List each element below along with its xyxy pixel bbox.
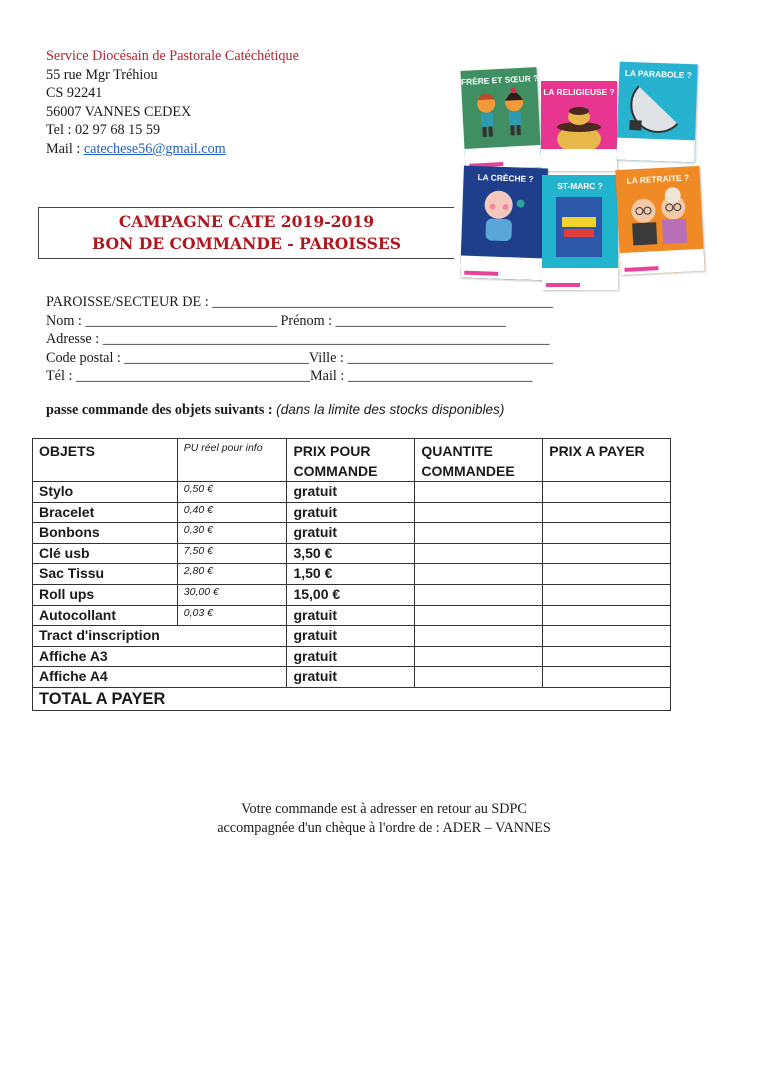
- amount-to-pay-input[interactable]: [543, 584, 671, 605]
- amount-to-pay-input[interactable]: [543, 564, 671, 585]
- item-unit-price: 0,30 €: [177, 523, 287, 544]
- tel-field[interactable]: Tél : _________________________________: [46, 368, 311, 385]
- item-order-price: gratuit: [287, 605, 415, 626]
- poster-title: LA RELIGIEUSE ?: [543, 87, 615, 97]
- poster-la-retraite: [615, 166, 704, 275]
- pastry-illustration-icon: [541, 97, 617, 157]
- satellite-dish-icon: [617, 78, 697, 141]
- campaign-title: CAMPAGNE CATE 2019-2019: [118, 212, 375, 231]
- quantity-input[interactable]: [415, 605, 543, 626]
- elderly-couple-icon: [616, 182, 703, 250]
- quantity-input[interactable]: [415, 564, 543, 585]
- amount-to-pay-input[interactable]: [543, 523, 671, 544]
- item-order-price: gratuit: [287, 502, 415, 523]
- mail-field[interactable]: Mail : __________________________: [310, 368, 533, 385]
- poster-frere-et-soeur: [460, 67, 541, 171]
- paroisse-field[interactable]: PAROISSE/SECTEUR DE : ________________________________________________: [46, 294, 553, 310]
- ville-field[interactable]: Ville : _____________________________: [308, 349, 554, 366]
- total-label: TOTAL A PAYER: [33, 687, 671, 710]
- quantity-input[interactable]: [415, 523, 543, 544]
- item-unit-price: 0,40 €: [177, 502, 287, 523]
- item-name: Roll ups: [33, 584, 178, 605]
- poster-title: LA CRÈCHE ?: [477, 172, 534, 185]
- table-row: [33, 667, 671, 688]
- footer-note: [0, 800, 768, 837]
- item-name: Affiche A3: [33, 646, 287, 667]
- item-order-price: gratuit: [287, 482, 415, 503]
- amount-to-pay-input[interactable]: [543, 646, 671, 667]
- amount-to-pay-input[interactable]: [543, 543, 671, 564]
- quantity-input[interactable]: [415, 626, 543, 647]
- quantity-input[interactable]: [415, 543, 543, 564]
- header-prix-payer: PRIX A PAYER: [543, 439, 671, 482]
- item-name: Stylo: [33, 482, 178, 503]
- header-pu: PU réel pour info: [177, 439, 287, 482]
- amount-to-pay-input[interactable]: [543, 667, 671, 688]
- item-name: Clé usb: [33, 543, 178, 564]
- header-objets: OBJETS: [33, 439, 178, 482]
- item-name: Bonbons: [33, 523, 178, 544]
- item-name: Autocollant: [33, 605, 178, 626]
- poster-title: FRÈRE ET SŒUR ?: [460, 73, 539, 88]
- baby-illustration-icon: [461, 182, 547, 253]
- item-name: Sac Tissu: [33, 564, 178, 585]
- quantity-input[interactable]: [415, 584, 543, 605]
- poster-la-creche: [460, 166, 548, 281]
- nom-field[interactable]: Nom : ___________________________: [46, 312, 277, 329]
- mail-line: [46, 140, 299, 159]
- item-unit-price: 0,50 €: [177, 482, 287, 503]
- table-row: [33, 523, 671, 544]
- phone: Tel : 02 97 68 15 59: [46, 122, 161, 139]
- poster-title: LA RETRAITE ?: [626, 172, 690, 186]
- mail-link[interactable]: catechese56@gmail.com: [83, 140, 226, 157]
- item-unit-price: 7,50 €: [177, 543, 287, 564]
- item-order-price: 3,50 €: [287, 543, 415, 564]
- title-box: [38, 207, 454, 259]
- poster-la-religieuse: [541, 81, 617, 171]
- item-order-price: gratuit: [287, 626, 415, 647]
- quantity-input[interactable]: [415, 482, 543, 503]
- adresse-field[interactable]: Adresse : _______________________________________________________________: [46, 331, 550, 348]
- table-row: [33, 543, 671, 564]
- total-row: [33, 687, 671, 710]
- amount-to-pay-input[interactable]: [543, 482, 671, 503]
- city: 56007 VANNES CEDEX: [46, 103, 192, 120]
- table-row: [33, 502, 671, 523]
- footer-line-1: Votre commande est à adresser en retour au SDPC: [241, 801, 527, 817]
- item-order-price: gratuit: [287, 523, 415, 544]
- amount-to-pay-input[interactable]: [543, 502, 671, 523]
- mail-label: Mail :: [46, 140, 84, 157]
- table-row: [33, 626, 671, 647]
- table-row: [33, 646, 671, 667]
- poster-la-parabole: [616, 62, 697, 163]
- organization-name: Service Diocésain de Pastorale Catéchétique: [46, 48, 299, 64]
- amount-to-pay-input[interactable]: [543, 626, 671, 647]
- order-table: [32, 438, 671, 711]
- item-unit-price: 30,00 €: [177, 584, 287, 605]
- table-row: [33, 564, 671, 585]
- street: 55 rue Mgr Tréhiou: [46, 66, 158, 83]
- table-row: [33, 584, 671, 605]
- item-unit-price: 0,03 €: [177, 605, 287, 626]
- header-quantite: QUANTITE COMMANDEE: [415, 439, 543, 482]
- prenom-field[interactable]: Prénom : ________________________: [276, 312, 506, 329]
- item-unit-price: 2,80 €: [177, 564, 287, 585]
- poster-title: ST-MARC ?: [557, 181, 603, 191]
- sender-address: [46, 47, 299, 159]
- table-header-row: [33, 439, 671, 482]
- posters-collage: [458, 55, 708, 290]
- quantity-input[interactable]: [415, 502, 543, 523]
- table-row: [33, 605, 671, 626]
- footer-line-2: accompagnée d'un chèque à l'ordre de : ADER – VANNES: [217, 819, 551, 836]
- item-order-price: gratuit: [287, 646, 415, 667]
- item-name: Bracelet: [33, 502, 178, 523]
- instruction-bold: passe commande des objets suivants :: [46, 402, 277, 418]
- instruction-note: (dans la limite des stocks disponibles): [276, 402, 505, 417]
- item-order-price: 15,00 €: [287, 584, 415, 605]
- amount-to-pay-input[interactable]: [543, 605, 671, 626]
- item-order-price: gratuit: [287, 667, 415, 688]
- item-name: Tract d'inscription: [33, 626, 287, 647]
- quantity-input[interactable]: [415, 646, 543, 667]
- poster-st-marc: [542, 175, 618, 290]
- game-box-icon: [542, 191, 618, 261]
- header-prix-commande: PRIX POUR COMMANDE: [287, 439, 415, 482]
- poster-title: LA PARABOLE ?: [624, 67, 692, 81]
- table-row: [33, 482, 671, 503]
- code-postal-field[interactable]: Code postal : __________________________: [46, 349, 309, 366]
- order-form-title: BON DE COMMANDE - PAROISSES: [91, 234, 402, 253]
- cs-number: CS 92241: [46, 85, 103, 102]
- contact-form: [46, 293, 553, 386]
- quantity-input[interactable]: [415, 667, 543, 688]
- children-illustration-icon: [461, 83, 540, 147]
- item-order-price: 1,50 €: [287, 564, 415, 585]
- order-instruction: [46, 402, 504, 419]
- item-name: Affiche A4: [33, 667, 287, 688]
